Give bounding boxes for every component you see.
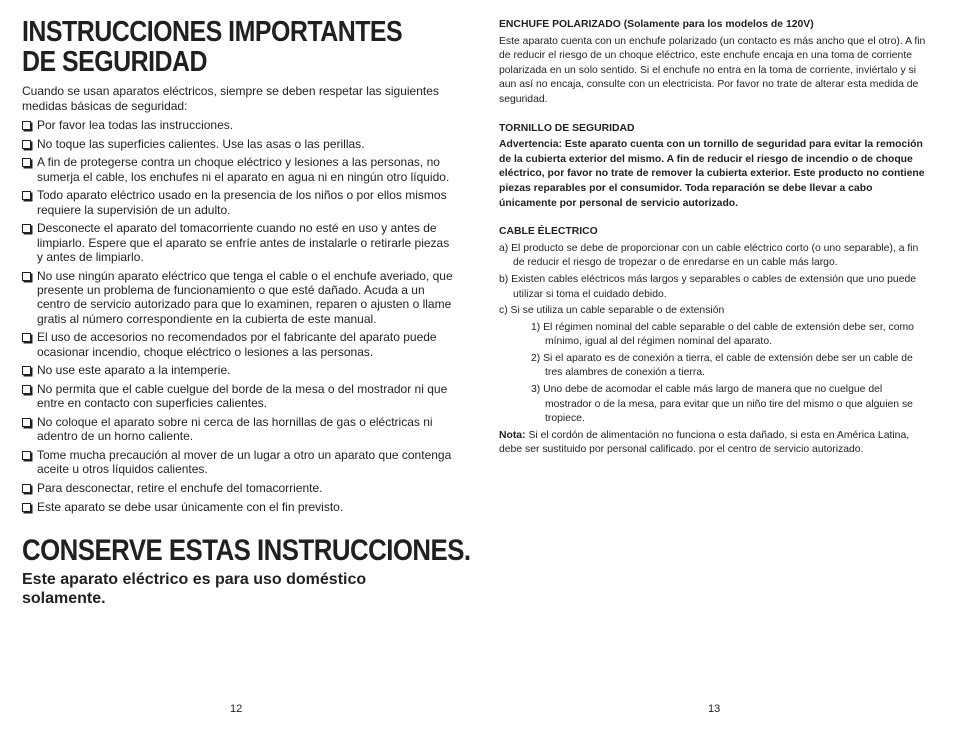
checkbox-icon [22, 418, 31, 427]
list-item [22, 330, 456, 359]
right-content [499, 18, 931, 458]
list-item [22, 448, 456, 477]
polarized-plug-body: Este aparato cuenta con un enchufe polarizado (un contacto es más ancho que el otro). A fin de reducir el riesgo de un choque eléctrico, este enchufe encaja en una toma de corriente polarizada en un solo sentido. Si el enchufe no entra en la toma de corriente, inviértalo y si aun así no encaja, consulte con un electricista. Por favor no trate de alterar esta medida de seguridad. [499, 35, 926, 105]
safety-bullet-list [22, 118, 456, 518]
list-item: b) Existen cables eléctricos más largos y separables o cables de extensión que uno puede utilizar si toma el cuidado debido. [499, 273, 917, 300]
bullet-text: Desconecte el aparato del tomacorriente cuando no esté en uso y antes de limpiarlo. Espere que el aparato se enfríe antes de instalarle o retirarle piezas y antes de limpiarlo. [37, 221, 450, 264]
list-item [22, 500, 456, 514]
bullet-text: No use este aparato a la intemperie. [37, 363, 231, 378]
right-page [477, 0, 954, 738]
list-item [22, 363, 456, 377]
safety-screw-body: Advertencia: Este aparato cuenta con un tornillo de seguridad para evitar la remoción de la cubierta exterior del mismo. A fin de reducir el riesgo de incendio o de choque eléctrico, por favor no trate de remover la cubierta exterior. Este producto no contiene piezas reparables por el consumidor. Toda reparación se debe llevar a cabo únicamente por personal de servicio autorizado. [499, 139, 925, 209]
checkbox-icon [22, 158, 31, 167]
bullet-text: Por favor lea todas las instrucciones. [37, 118, 234, 132]
bullet-text: Todo aparato eléctrico usado en la presencia de los niños o por ellos mismos requiere la supervisión de un adulto. [37, 188, 447, 217]
title-line-1: INSTRUCCIONES IMPORTANTES [22, 16, 403, 48]
bullet-text: No toque las superficies calientes. Use las asas o las perillas. [37, 136, 365, 151]
list-item [22, 155, 456, 184]
note-label: Nota: [499, 429, 526, 441]
safety-screw-heading: TORNILLO DE SEGURIDAD [499, 122, 635, 134]
electric-cord-heading: CABLE ÉLECTRICO [499, 226, 598, 238]
list-item: a) El producto se debe de proporcionar con un cable eléctrico corto (o uno separable), a fin de reducir el riesgo de tropezar o de enredarse en un cable más largo. [499, 242, 919, 269]
household-use-subtitle: Este aparato eléctrico es para uso doméstico solamente. [22, 571, 367, 607]
bullet-text: No use ningún aparato eléctrico que tenga el cable o el enchufe averiado, que presente un problema de funcionamiento o que esté dañado. Acuda a un centro de servicio autorizado para que lo examinen, reparen o ajusten o llame gratis al número correspondiente en la cubierta de este manual. [37, 268, 453, 326]
power-cord-note [499, 429, 931, 458]
bullet-text: Tome mucha precaución al mover de un lugar a otro un aparato que contenga aceite u otros líquidos calientes. [37, 448, 452, 477]
bullet-text: Este aparato se debe usar únicamente con el fin previsto. [37, 499, 344, 514]
bullet-text: No coloque el aparato sobre ni cerca de las hornillas de gas o eléctricas ni adentro de un horno caliente. [37, 415, 433, 444]
checkbox-icon [22, 451, 31, 460]
list-item [22, 415, 456, 444]
bullet-text: El uso de accesorios no recomendados por el fabricante del aparato puede ocasionar incendio, choque eléctrico o lesiones a las personas. [37, 330, 437, 359]
polarized-plug-heading: ENCHUFE POLARIZADO (Solamente para los modelos de 120V) [499, 19, 814, 30]
checkbox-icon [22, 366, 31, 375]
list-item: 1) El régimen nominal del cable separable o del cable de extensión debe ser, como mínimo, igual al del régimen nominal del aparato. [531, 321, 914, 348]
checkbox-icon [22, 484, 31, 493]
list-item: c) Si se utiliza un cable separable o de extensión [499, 305, 725, 317]
list-item: 2) Si el aparato es de conexión a tierra, el cable de extensión debe ser un cable de tres alambres de conexión a tierra. [531, 352, 913, 379]
list-item [22, 221, 456, 264]
list-item [22, 481, 456, 495]
title-line-2: DE SEGURIDAD [22, 46, 208, 78]
checkbox-icon [22, 385, 31, 394]
bullet-text: Para desconectar, retire el enchufe del tomacorriente. [37, 481, 323, 495]
list-item: 3) Uno debe de acomodar el cable más largo de manera que no cuelgue del mostrador o de la mesa, para evitar que un niño tire del mismo o que alguien se tropiece. [531, 384, 913, 425]
checkbox-icon [22, 191, 31, 200]
bullet-text: A fin de protegerse contra un choque eléctrico y lesiones a las personas, no sumerja el cable, los enchufes ni el aparato en agua ni en ningún otro líquido. [37, 155, 450, 184]
checkbox-icon [22, 121, 31, 130]
checkbox-icon [22, 272, 31, 281]
conserve-title: CONSERVE ESTAS INSTRUCCIONES. [22, 534, 471, 567]
note-text: Si el cordón de alimentación no funciona o esta dañado, si esta en América Latina, debe ser sustituido por personal calificado. por el centro de servicio autorizado. [499, 429, 910, 456]
checkbox-icon [22, 140, 31, 149]
list-item [22, 382, 456, 411]
bullet-text: No permita que el cable cuelgue del borde de la mesa o del mostrador ni que entre en contacto con superficies calientes. [37, 382, 448, 411]
list-item [22, 188, 456, 217]
list-item [22, 269, 456, 327]
checkbox-icon [22, 333, 31, 342]
list-item [22, 118, 456, 132]
list-item [22, 137, 456, 151]
page-title [22, 16, 403, 78]
page-number: 12 [230, 703, 243, 715]
checkbox-icon [22, 224, 31, 233]
page-number: 13 [708, 703, 721, 715]
intro-text: Cuando se usan aparatos eléctricos, siempre se deben respetar las siguientes medidas básicas de seguridad: [22, 84, 439, 113]
checkbox-icon [22, 503, 31, 512]
